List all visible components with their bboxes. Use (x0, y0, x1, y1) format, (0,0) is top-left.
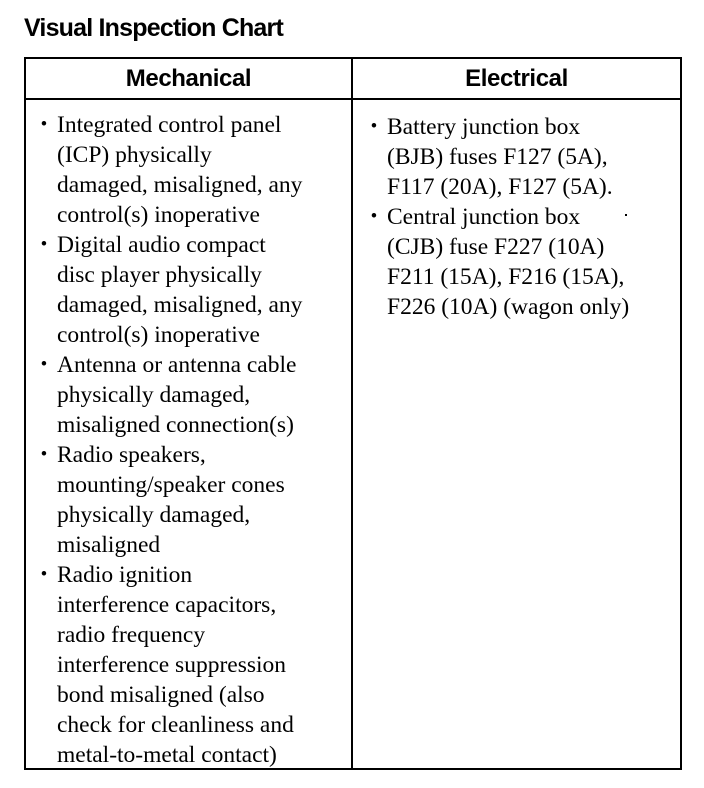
bullet-icon: • (370, 116, 378, 137)
mechanical-item (32, 350, 347, 440)
column-header-mechanical: Mechanical (26, 59, 353, 100)
mechanical-item-line: (ICP) physically (57, 142, 212, 168)
inspection-table (24, 57, 682, 770)
mechanical-item-line: physically damaged, (57, 502, 251, 528)
electrical-list (362, 112, 676, 322)
electrical-column (353, 100, 680, 770)
mechanical-item-line: misaligned connection(s) (57, 412, 294, 438)
electrical-item (362, 202, 676, 322)
electrical-item-line: (CJB) fuse F227 (10A) (387, 234, 605, 260)
mechanical-item-line: misaligned (57, 532, 161, 558)
electrical-item-line: F211 (15A), F216 (15A), (387, 264, 625, 290)
print-speck (625, 214, 627, 216)
mechanical-item-line: damaged, misaligned, any (57, 292, 303, 318)
chart-title: Visual Inspection Chart (24, 14, 283, 42)
electrical-item-line: Central junction box (387, 204, 581, 230)
mechanical-item-line: Radio ignition (57, 562, 193, 588)
bullet-icon: • (40, 564, 48, 585)
electrical-item-line: F226 (10A) (wagon only) (387, 294, 630, 320)
column-header-electrical: Electrical (353, 59, 680, 100)
bullet-icon: • (40, 444, 48, 465)
mechanical-item-line: mounting/speaker cones (57, 472, 285, 498)
mechanical-item-line: physically damaged, (57, 382, 251, 408)
mechanical-item-line: Antenna or antenna cable (57, 352, 297, 378)
mechanical-item-line: bond misaligned (also (57, 682, 265, 708)
mechanical-item-line: damaged, misaligned, any (57, 172, 303, 198)
mechanical-item-line: control(s) inoperative (57, 202, 260, 228)
electrical-item-line: (BJB) fuses F127 (5A), (387, 144, 608, 170)
mechanical-item-line: radio frequency (57, 622, 206, 648)
bullet-icon: • (40, 114, 48, 135)
mechanical-item (32, 110, 347, 230)
bullet-icon: • (40, 354, 48, 375)
mechanical-item (32, 230, 347, 350)
bullet-icon: • (370, 206, 378, 227)
mechanical-item-line: Radio speakers, (57, 442, 206, 468)
mechanical-item-line: Digital audio compact (57, 232, 266, 258)
mechanical-item-line: control(s) inoperative (57, 322, 260, 348)
mechanical-column (26, 100, 353, 770)
electrical-item (362, 112, 676, 202)
mechanical-list (32, 110, 347, 770)
mechanical-item-line: interference capacitors, (57, 592, 277, 618)
bullet-icon: • (40, 234, 48, 255)
electrical-item-line: F117 (20A), F127 (5A). (387, 174, 613, 200)
mechanical-item-line: metal-to-metal contact) (57, 742, 277, 768)
mechanical-item (32, 560, 347, 770)
mechanical-item-line: check for cleanliness and (57, 712, 294, 738)
mechanical-item-line: interference suppression (57, 652, 287, 678)
mechanical-item (32, 440, 347, 560)
mechanical-item-line: Integrated control panel (57, 112, 282, 138)
electrical-item-line: Battery junction box (387, 114, 581, 140)
mechanical-item-line: disc player physically (57, 262, 262, 288)
